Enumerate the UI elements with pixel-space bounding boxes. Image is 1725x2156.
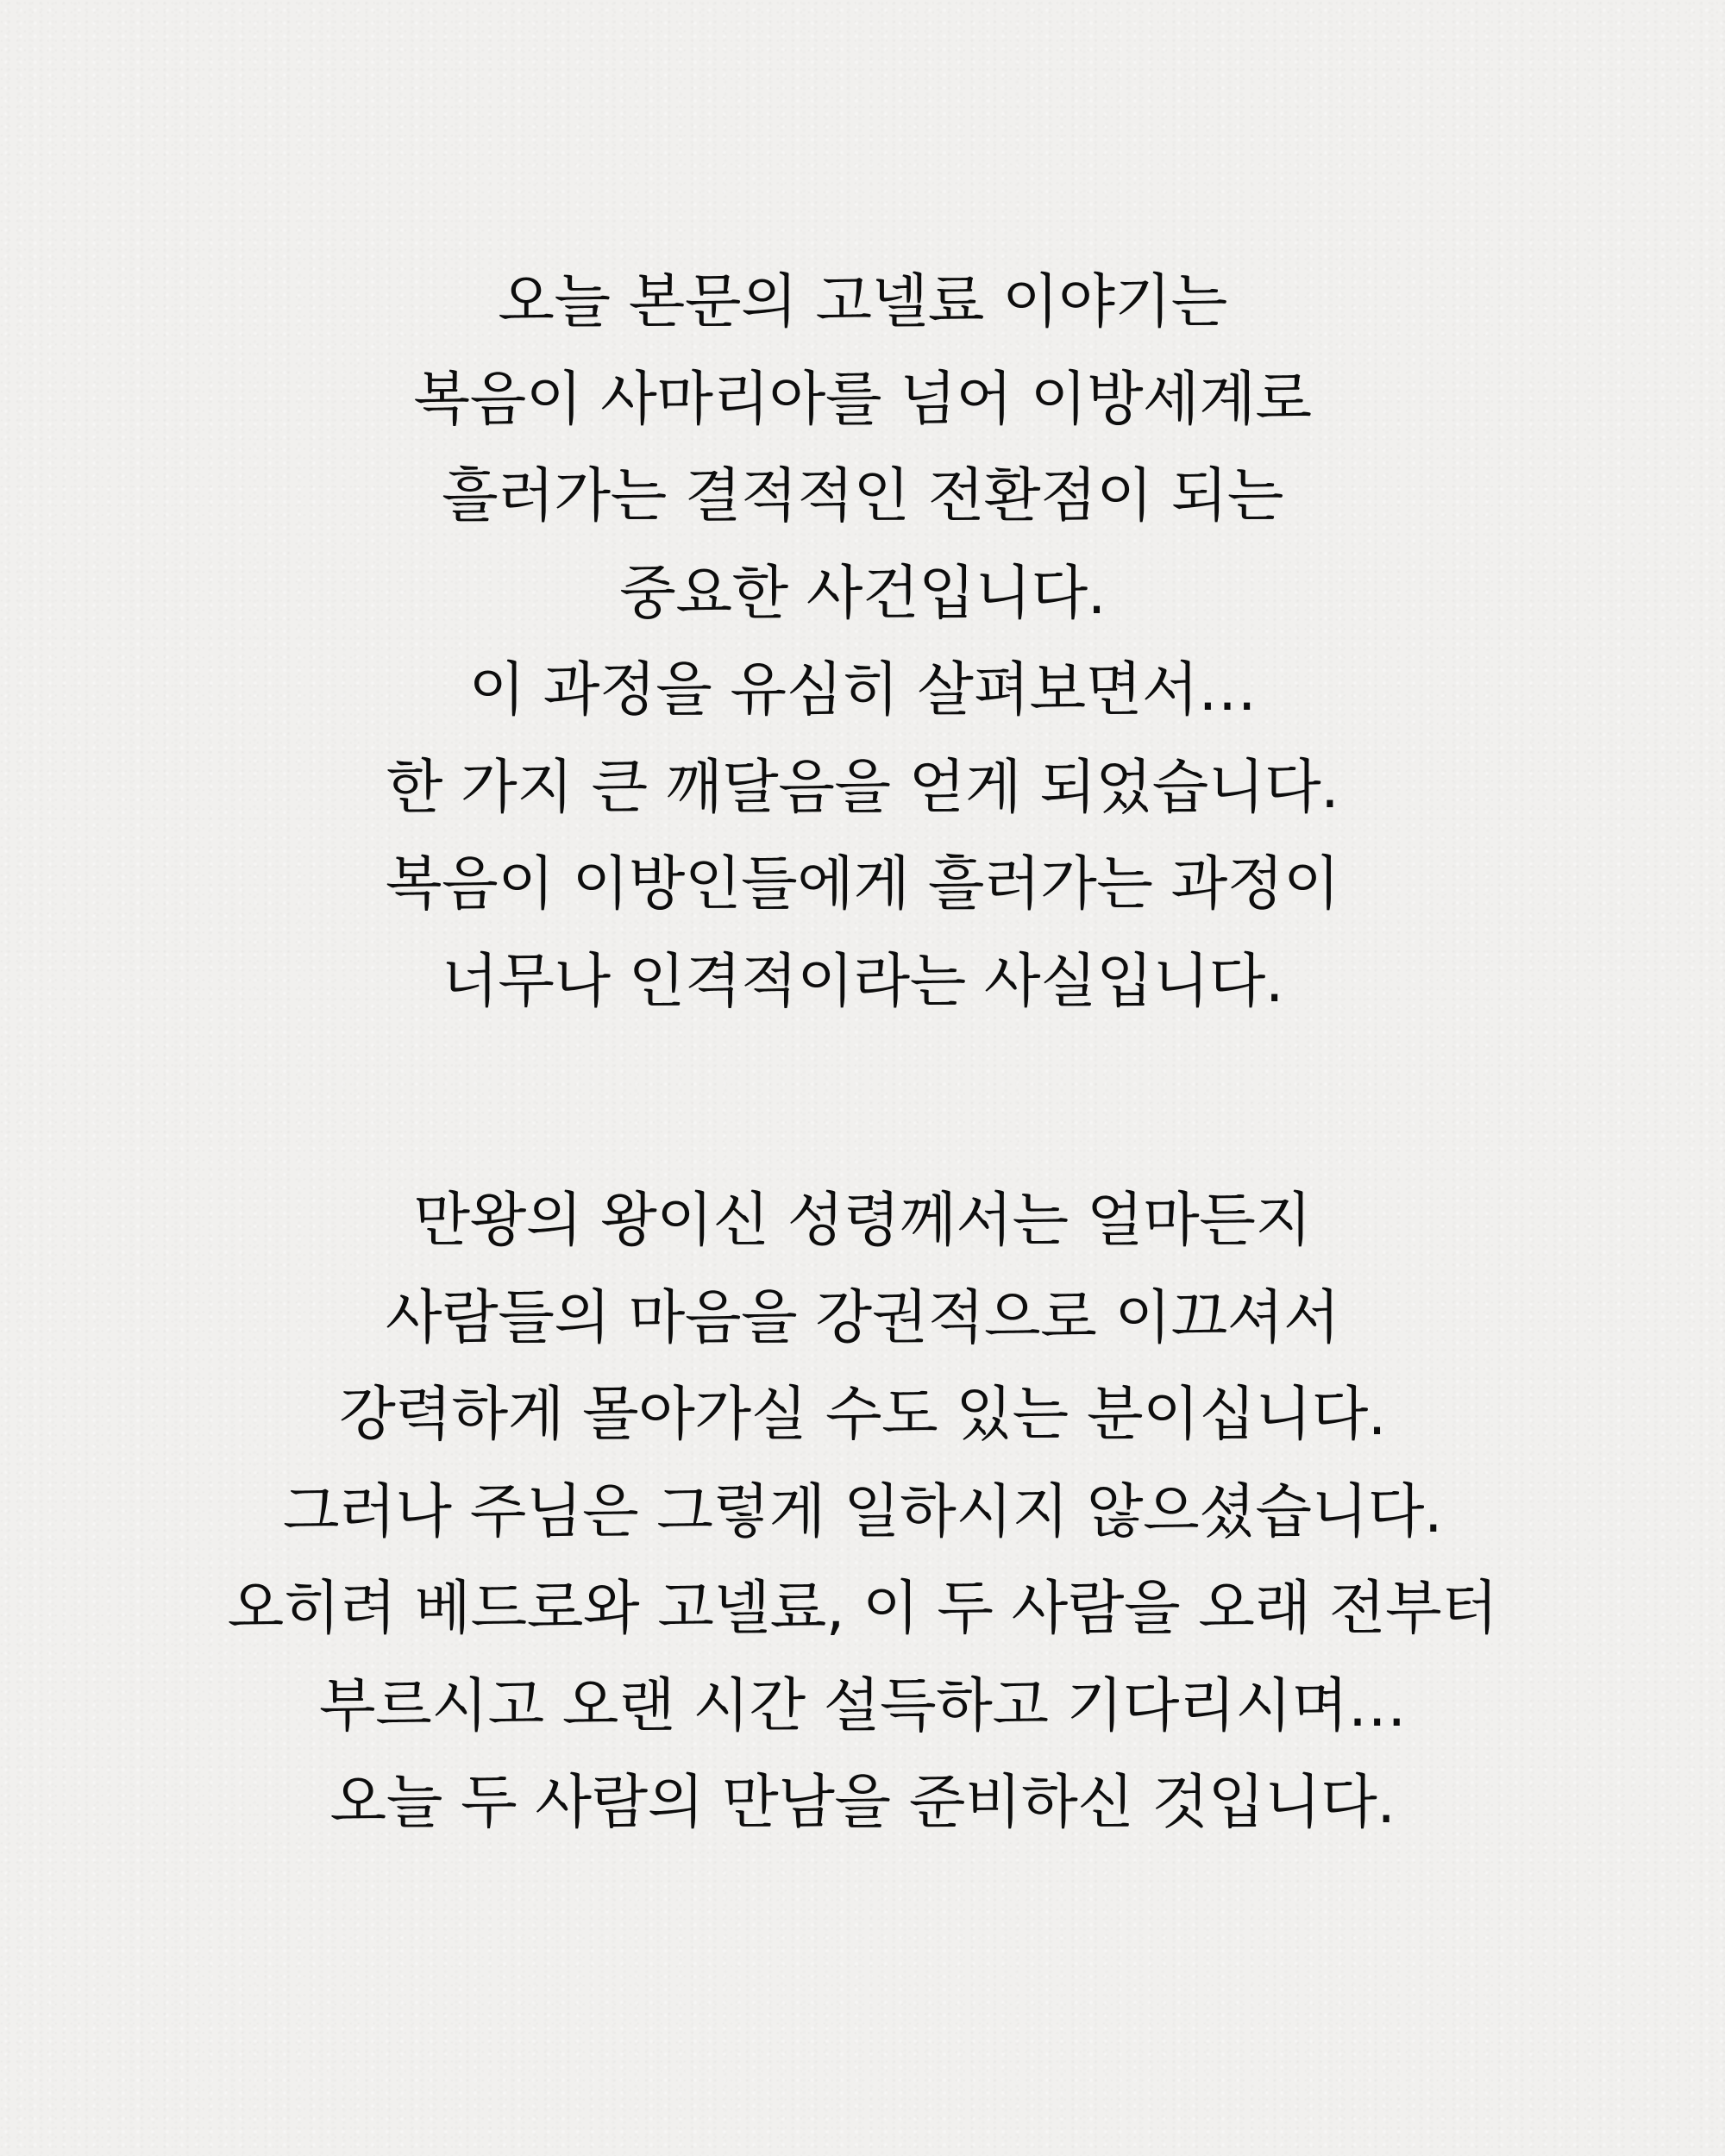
text-line: 복음이 사마리아를 넘어 이방세계로	[413, 365, 1312, 434]
text-line: 부르시고 오랜 시간 설득하고 기다리시며…	[318, 1671, 1407, 1740]
text-line: 만왕의 왕이신 성령께서는 얼마든지	[413, 1187, 1312, 1255]
text-line: 그러나 주님은 그렇게 일하시지 않으셨습니다.	[282, 1477, 1443, 1546]
text-line: 사람들의 마음을 강권적으로 이끄셔서	[385, 1283, 1340, 1352]
text-line: 중요한 사건입니다.	[619, 559, 1106, 628]
paragraph-1	[0, 254, 1725, 1031]
text-line: 이 과정을 유심히 살펴보면서…	[468, 656, 1257, 724]
paragraph-2	[0, 1173, 1725, 1852]
text-line: 강력하게 몰아가실 수도 있는 분이십니다.	[339, 1381, 1386, 1449]
text-line: 복음이 이방인들에게 흘러가는 과정이	[385, 850, 1340, 918]
text-line: 흘러가는 결적적인 전환점이 되는	[442, 462, 1283, 530]
text-line: 오늘 두 사람의 만남을 준비하신 것입니다.	[329, 1769, 1396, 1837]
text-line: 한 가지 큰 깨달음을 얻게 되었습니다.	[386, 753, 1339, 822]
text-line: 오히려 베드로와 고넬료, 이 두 사람을 오래 전부터	[227, 1575, 1498, 1643]
text-line: 너무나 인격적이라는 사실입니다.	[442, 947, 1283, 1016]
text-line: 오늘 본문의 고넬료 이야기는	[498, 268, 1227, 336]
